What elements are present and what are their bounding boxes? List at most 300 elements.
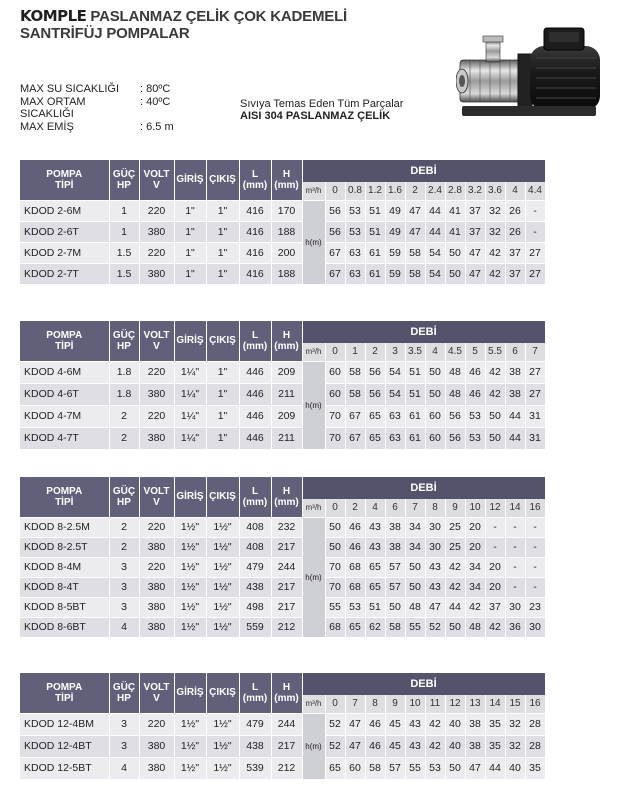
head-cell: 65: [345, 617, 365, 637]
head-cell: 67: [325, 263, 345, 284]
head-cell: 70: [325, 577, 345, 597]
head-cell: 47: [345, 735, 365, 757]
header-guc: GÜÇ HP: [109, 160, 139, 200]
head-cell: 61: [405, 427, 425, 449]
head-cell: 27: [525, 361, 545, 383]
head-cell: 65: [365, 405, 385, 427]
head-cell: 30: [525, 617, 545, 637]
model-cell: KDOD 8-5BT: [20, 597, 109, 617]
head-cell: 52: [325, 735, 345, 757]
spec-row: [20, 121, 174, 134]
head-cell: 32: [505, 735, 525, 757]
height-cell: 211: [271, 383, 302, 405]
model-cell: KDOD 8-6BT: [20, 617, 109, 637]
height-cell: 188: [271, 221, 302, 242]
spec-value: : 40ºC: [140, 95, 171, 108]
length-cell: 498: [239, 597, 271, 617]
volt-cell: 380: [139, 537, 174, 557]
hp-cell: 3: [109, 735, 139, 757]
volt-cell: 220: [139, 713, 174, 735]
head-cell: -: [525, 200, 545, 221]
head-cell: 50: [485, 427, 505, 449]
head-cell: 28: [525, 735, 545, 757]
header-cikis: ÇIKIŞ: [206, 477, 239, 517]
head-cell: 35: [485, 735, 505, 757]
flow-value: 12: [445, 695, 465, 713]
model-cell: KDOD 2-6M: [20, 200, 109, 221]
head-cell: 49: [385, 221, 405, 242]
flow-value: 1.6: [385, 182, 405, 200]
head-cell: 45: [385, 713, 405, 735]
flow-unit: m³/h: [302, 182, 325, 200]
hp-cell: 3: [109, 577, 139, 597]
head-cell: 36: [505, 617, 525, 637]
head-cell: 44: [485, 757, 505, 779]
flow-value: 0: [325, 343, 345, 361]
inlet-cell: 1½": [174, 557, 206, 577]
length-cell: 416: [239, 221, 271, 242]
flow-value: 14: [505, 499, 525, 517]
head-cell: -: [505, 557, 525, 577]
flow-value: 4.4: [525, 182, 545, 200]
head-cell: 60: [425, 427, 445, 449]
flow-value: 4: [425, 343, 445, 361]
outlet-cell: 1": [206, 383, 239, 405]
inlet-cell: 1½": [174, 617, 206, 637]
head-cell: 38: [465, 735, 485, 757]
head-cell: 51: [365, 597, 385, 617]
height-cell: 211: [271, 427, 302, 449]
head-cell: 37: [505, 263, 525, 284]
head-cell: 43: [425, 557, 445, 577]
header-debi: DEBİ: [302, 477, 545, 499]
header-h: H (mm): [271, 160, 302, 200]
header-pompa: POMPA TİPİ: [20, 160, 109, 200]
head-cell: -: [505, 517, 525, 537]
hp-cell: 4: [109, 757, 139, 779]
hp-cell: 2: [109, 517, 139, 537]
head-cell: 58: [345, 361, 365, 383]
head-cell: 53: [465, 405, 485, 427]
model-cell: KDOD 12-4BM: [20, 713, 109, 735]
table-row: [20, 757, 545, 779]
head-cell: 37: [505, 242, 525, 263]
inlet-cell: 1½": [174, 517, 206, 537]
head-unit-cell: h(m): [302, 713, 325, 779]
flow-value: 6: [385, 499, 405, 517]
head-cell: 26: [505, 221, 525, 242]
outlet-cell: 1": [206, 427, 239, 449]
header-cikis: ÇIKIŞ: [206, 321, 239, 361]
head-cell: 67: [345, 427, 365, 449]
pump-image: [456, 12, 606, 132]
outlet-cell: 1": [206, 405, 239, 427]
head-cell: 47: [465, 242, 485, 263]
pump-table: [20, 321, 546, 449]
spec-label: MAX ORTAM SICAKLIĞI: [20, 95, 86, 120]
flow-value: 3.5: [405, 343, 425, 361]
head-cell: 42: [485, 263, 505, 284]
model-cell: KDOD 4-7T: [20, 427, 109, 449]
table-row: [20, 263, 545, 284]
head-cell: -: [525, 537, 545, 557]
flow-value: 5: [465, 343, 485, 361]
flow-value: 9: [445, 499, 465, 517]
head-cell: 43: [405, 735, 425, 757]
model-cell: KDOD 8-2.5T: [20, 537, 109, 557]
flow-value: 2: [405, 182, 425, 200]
head-cell: -: [525, 557, 545, 577]
head-cell: -: [505, 577, 525, 597]
inlet-cell: 1": [174, 242, 206, 263]
head-cell: 38: [505, 383, 525, 405]
flow-value: 14: [485, 695, 505, 713]
table-row: [20, 405, 545, 427]
flow-value: 2.8: [445, 182, 465, 200]
hp-cell: 1.5: [109, 242, 139, 263]
height-cell: 188: [271, 263, 302, 284]
inlet-cell: 1": [174, 200, 206, 221]
head-cell: 58: [365, 757, 385, 779]
volt-cell: 380: [139, 577, 174, 597]
outlet-cell: 1": [206, 361, 239, 383]
head-cell: 50: [405, 577, 425, 597]
header-h: H (mm): [271, 477, 302, 517]
header-h: H (mm): [271, 321, 302, 361]
length-cell: 416: [239, 200, 271, 221]
head-cell: 40: [505, 757, 525, 779]
head-cell: 43: [425, 577, 445, 597]
spec-list: [20, 83, 174, 133]
inlet-cell: 1½": [174, 713, 206, 735]
head-cell: 67: [345, 405, 365, 427]
head-unit-cell: h(m): [302, 361, 325, 449]
volt-cell: 380: [139, 383, 174, 405]
head-cell: 56: [445, 427, 465, 449]
head-cell: 65: [365, 577, 385, 597]
head-cell: 44: [445, 597, 465, 617]
flow-value: 7: [345, 695, 365, 713]
head-cell: 63: [345, 263, 365, 284]
hp-cell: 2: [109, 405, 139, 427]
flow-value: 7: [405, 499, 425, 517]
head-cell: 58: [385, 617, 405, 637]
head-cell: 54: [425, 263, 445, 284]
length-cell: 479: [239, 713, 271, 735]
head-cell: 67: [325, 242, 345, 263]
inlet-cell: 1½": [174, 735, 206, 757]
head-cell: 61: [405, 405, 425, 427]
head-cell: 38: [385, 537, 405, 557]
volt-cell: 380: [139, 757, 174, 779]
head-cell: 50: [445, 242, 465, 263]
header-debi: DEBİ: [302, 160, 545, 182]
flow-value: 0.8: [345, 182, 365, 200]
head-cell: 25: [445, 517, 465, 537]
head-cell: 63: [385, 405, 405, 427]
head-cell: 30: [425, 517, 445, 537]
outlet-cell: 1½": [206, 537, 239, 557]
header-row: [20, 160, 545, 182]
flow-value: 8: [425, 499, 445, 517]
head-cell: 63: [345, 242, 365, 263]
model-cell: KDOD 4-6T: [20, 383, 109, 405]
height-cell: 244: [271, 713, 302, 735]
head-cell: 60: [425, 405, 445, 427]
head-cell: 42: [485, 361, 505, 383]
inlet-cell: 1½": [174, 757, 206, 779]
flow-value: 4.5: [445, 343, 465, 361]
volt-cell: 380: [139, 427, 174, 449]
head-cell: 23: [525, 597, 545, 617]
flow-value: 16: [525, 695, 545, 713]
head-cell: 46: [465, 361, 485, 383]
header-volt: VOLT V: [139, 477, 174, 517]
material-note-line-2: AISI 304 PASLANMAZ ÇELİK: [240, 110, 391, 122]
head-cell: 55: [405, 617, 425, 637]
pump-table: [20, 160, 546, 284]
flow-value: 0: [325, 499, 345, 517]
inlet-cell: 1¼": [174, 383, 206, 405]
pump-table: [20, 477, 546, 637]
head-cell: 35: [485, 713, 505, 735]
head-cell: 65: [365, 557, 385, 577]
material-note: [240, 98, 403, 122]
head-cell: 53: [425, 757, 445, 779]
table-row: [20, 713, 545, 735]
length-cell: 559: [239, 617, 271, 637]
head-cell: 40: [445, 713, 465, 735]
model-cell: KDOD 12-4BT: [20, 735, 109, 757]
inlet-cell: 1": [174, 263, 206, 284]
flow-value: 5.5: [485, 343, 505, 361]
head-cell: 30: [425, 537, 445, 557]
volt-cell: 380: [139, 597, 174, 617]
header-volt: VOLT V: [139, 321, 174, 361]
head-cell: 55: [405, 757, 425, 779]
header-pompa: POMPA TİPİ: [20, 477, 109, 517]
head-cell: 60: [345, 757, 365, 779]
head-cell: 56: [325, 221, 345, 242]
head-cell: 27: [525, 383, 545, 405]
outlet-cell: 1½": [206, 735, 239, 757]
head-cell: 26: [505, 200, 525, 221]
head-cell: 63: [385, 427, 405, 449]
table-row: [20, 200, 545, 221]
spec-row: [20, 83, 174, 96]
inlet-cell: 1½": [174, 597, 206, 617]
header-l: L (mm): [239, 673, 271, 713]
hp-cell: 3: [109, 713, 139, 735]
title-line-2: SANTRİFÜJ POMPALAR: [20, 25, 190, 42]
head-cell: 47: [405, 200, 425, 221]
head-cell: 60: [325, 383, 345, 405]
head-cell: 54: [425, 242, 445, 263]
height-cell: 217: [271, 597, 302, 617]
head-cell: 62: [365, 617, 385, 637]
header-row: [20, 321, 545, 343]
head-cell: 50: [325, 517, 345, 537]
head-cell: 58: [405, 263, 425, 284]
head-cell: 28: [525, 713, 545, 735]
header-debi: DEBİ: [302, 321, 545, 343]
head-cell: 41: [445, 200, 465, 221]
header-pompa: POMPA TİPİ: [20, 321, 109, 361]
table-row: [20, 242, 545, 263]
head-cell: 42: [465, 597, 485, 617]
outlet-cell: 1½": [206, 597, 239, 617]
head-cell: 20: [465, 537, 485, 557]
head-cell: 53: [465, 427, 485, 449]
head-cell: 53: [345, 597, 365, 617]
table-row: [20, 537, 545, 557]
head-cell: 56: [325, 200, 345, 221]
head-cell: 46: [365, 713, 385, 735]
table-row: [20, 427, 545, 449]
head-cell: 50: [445, 263, 465, 284]
flow-value: 4: [505, 182, 525, 200]
head-cell: 52: [325, 713, 345, 735]
head-cell: 46: [345, 517, 365, 537]
model-cell: KDOD 8-4T: [20, 577, 109, 597]
head-cell: 34: [405, 537, 425, 557]
inlet-cell: 1½": [174, 537, 206, 557]
head-cell: 27: [525, 242, 545, 263]
flow-unit: m³/h: [302, 695, 325, 713]
head-cell: 42: [425, 713, 445, 735]
flow-value: 11: [425, 695, 445, 713]
head-cell: 54: [385, 383, 405, 405]
flow-value: 15: [505, 695, 525, 713]
height-cell: 217: [271, 537, 302, 557]
outlet-cell: 1½": [206, 577, 239, 597]
table-row: [20, 383, 545, 405]
head-cell: 42: [445, 557, 465, 577]
inlet-cell: 1¼": [174, 405, 206, 427]
head-cell: 56: [365, 383, 385, 405]
head-cell: -: [525, 577, 545, 597]
head-cell: 61: [365, 242, 385, 263]
table-row: [20, 577, 545, 597]
header-volt: VOLT V: [139, 160, 174, 200]
header-row: [20, 477, 545, 499]
head-cell: 42: [485, 242, 505, 263]
head-cell: 68: [345, 577, 365, 597]
flow-value: 0: [325, 182, 345, 200]
head-cell: 30: [505, 597, 525, 617]
spec-value: : 6.5 m: [140, 120, 174, 133]
head-cell: 42: [485, 383, 505, 405]
head-cell: 38: [385, 517, 405, 537]
head-cell: -: [525, 517, 545, 537]
brand-name: KOMPLE: [20, 7, 87, 25]
head-cell: 47: [425, 597, 445, 617]
volt-cell: 220: [139, 361, 174, 383]
length-cell: 446: [239, 405, 271, 427]
height-cell: 200: [271, 242, 302, 263]
head-cell: 31: [525, 427, 545, 449]
height-cell: 217: [271, 577, 302, 597]
spec-label: MAX SU SICAKLIĞI: [20, 83, 120, 95]
header-l: L (mm): [239, 477, 271, 517]
height-cell: 209: [271, 405, 302, 427]
flow-unit: m³/h: [302, 499, 325, 517]
header-cikis: ÇIKIŞ: [206, 673, 239, 713]
head-cell: 51: [405, 361, 425, 383]
inlet-cell: 1": [174, 221, 206, 242]
flow-value: 3: [385, 343, 405, 361]
head-cell: 47: [405, 221, 425, 242]
flow-value: 8: [365, 695, 385, 713]
length-cell: 438: [239, 735, 271, 757]
head-cell: 50: [425, 361, 445, 383]
head-cell: 70: [325, 427, 345, 449]
document-title: [20, 8, 347, 42]
head-cell: 47: [465, 757, 485, 779]
head-cell: 42: [485, 617, 505, 637]
model-cell: KDOD 4-7M: [20, 405, 109, 427]
flow-unit: m³/h: [302, 343, 325, 361]
table-row: [20, 557, 545, 577]
volt-cell: 220: [139, 200, 174, 221]
head-cell: 48: [465, 617, 485, 637]
outlet-cell: 1": [206, 263, 239, 284]
head-cell: 49: [385, 200, 405, 221]
head-cell: 70: [325, 557, 345, 577]
header-volt: VOLT V: [139, 673, 174, 713]
hp-cell: 1.5: [109, 263, 139, 284]
height-cell: 232: [271, 517, 302, 537]
flow-value: 3.2: [465, 182, 485, 200]
head-cell: 60: [325, 361, 345, 383]
head-cell: 34: [465, 557, 485, 577]
head-cell: 46: [365, 735, 385, 757]
head-cell: 50: [325, 537, 345, 557]
head-cell: 50: [445, 757, 465, 779]
head-cell: 65: [365, 427, 385, 449]
head-cell: 68: [345, 557, 365, 577]
head-cell: 32: [485, 221, 505, 242]
head-cell: 46: [345, 537, 365, 557]
head-cell: 56: [365, 361, 385, 383]
length-cell: 446: [239, 427, 271, 449]
head-unit-cell: h(m): [302, 517, 325, 637]
flow-value: 12: [485, 499, 505, 517]
header-guc: GÜÇ HP: [109, 321, 139, 361]
head-cell: 70: [325, 405, 345, 427]
head-cell: 34: [405, 517, 425, 537]
head-cell: 25: [445, 537, 465, 557]
volt-cell: 220: [139, 405, 174, 427]
head-cell: 43: [405, 713, 425, 735]
volt-cell: 220: [139, 242, 174, 263]
outlet-cell: 1": [206, 221, 239, 242]
head-cell: 34: [465, 577, 485, 597]
table-row: [20, 735, 545, 757]
height-cell: 217: [271, 735, 302, 757]
head-cell: -: [485, 537, 505, 557]
header-giris: GİRİŞ: [174, 673, 206, 713]
head-cell: 68: [325, 617, 345, 637]
height-cell: 244: [271, 557, 302, 577]
flow-value: 0: [325, 695, 345, 713]
head-cell: 38: [465, 713, 485, 735]
head-cell: 44: [425, 221, 445, 242]
head-cell: 47: [345, 713, 365, 735]
pump-table: [20, 673, 546, 779]
spec-row: [20, 96, 174, 121]
length-cell: 539: [239, 757, 271, 779]
